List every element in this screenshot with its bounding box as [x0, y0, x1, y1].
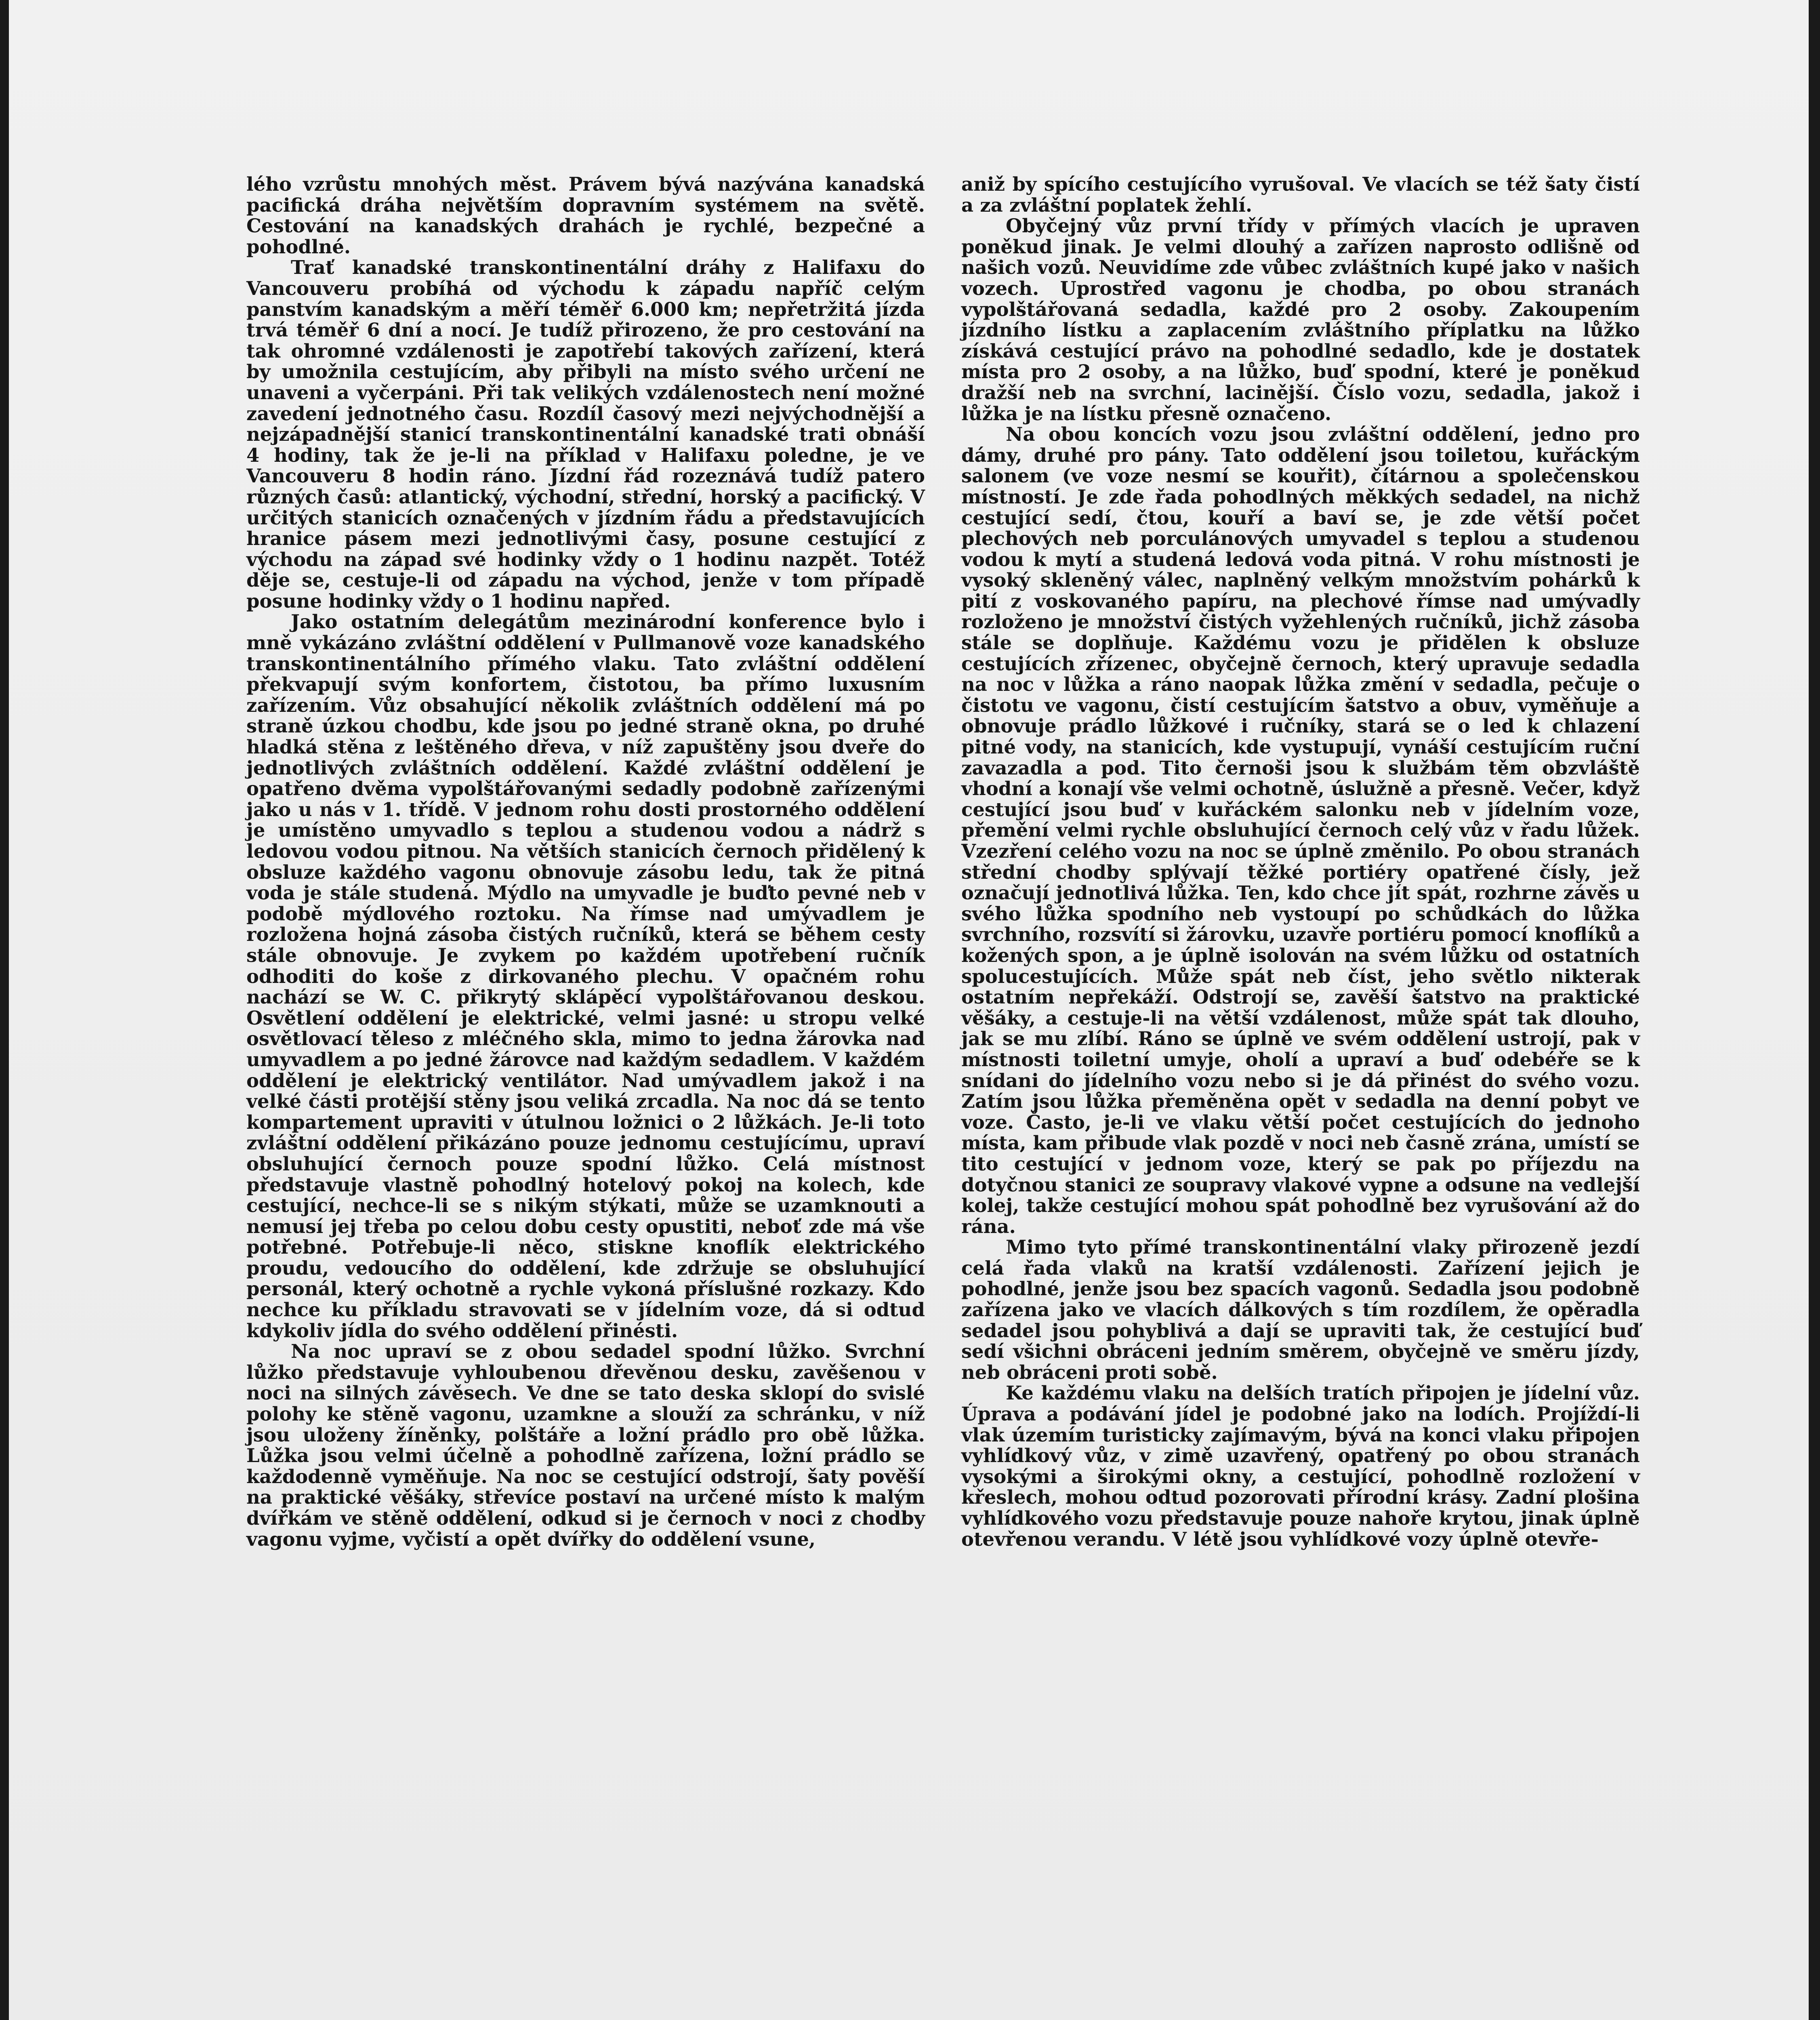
paragraph: Obyčejný vůz první třídy v přímých vlacích je upraven poněkud jinak. Je velmi dlouhý a zařízen naprosto odlišně od našich vozů. Neuvidíme zde vůbec zvláštních kupé jako v našich vozech. Uprostřed vagonu je chodba, po obou stranách vypolštářovaná sedadla, každé pro 2 osoby. Zakoupením jízdního lístku a zaplacením zvláštního příplatku na lůžko získává cestující právo na pohodlné sedadlo, kde je dostatek místa pro 2 osoby, a na lůžko, buď spodní, které je poněkud dražší neb na svrchní, lacinější. Číslo vozu, sedadla, jakož i lůžka je na lístku přesně označeno. [961, 215, 1640, 425]
right-text-column [961, 174, 1640, 1549]
left-text-column [246, 174, 925, 1549]
scan-border-right [1809, 0, 1820, 2020]
paragraph: lého vzrůstu mnohých měst. Právem bývá nazývána kanadská pacifická dráha největším dopravním systémem na světě. Cestování na kanadských drahách je rychlé, bezpečné a pohodlné. [246, 173, 925, 258]
paragraph: Ke každému vlaku na delších tratích připojen je jídelní vůz. Úprava a podávání jídel je podobné jako na lodích. Projíždí-li vlak územím turisticky zajímavým, bývá na konci vlaku připojen vyhlídkový vůz, v zimě uzavřený, opatřený po obou stranách vysokými a širokými okny, a cestující, pohodlně rozložení v křeslech, mohou odtud pozorovati přírodní krásy. Zadní plošina vyhlídkového vozu představuje pouze nahoře krytou, jinak úplně otevřenou verandu. V létě jsou vyhlídkové vozy úplně otevře- [961, 1382, 1640, 1550]
paragraph: aniž by spícího cestujícího vyrušoval. Ve vlacích se též šaty čistí a za zvláštní poplatek žehlí. [961, 173, 1640, 216]
paragraph: Mimo tyto přímé transkontinentální vlaky přirozeně jezdí celá řada vlaků na kratší vzdálenosti. Zařízení jejich je pohodlné, jenže jsou bez spacích vagonů. Sedadla jsou podobně zařízena jako ve vlacích dálkových s tím rozdílem, že opěradla sedadel jsou pohyblivá a dají se upraviti tak, že cestující buď sedí všichni obráceni jedním směrem, obyčejně ve směru jízdy, neb obráceni proti sobě. [961, 1236, 1640, 1383]
scan-border-left [0, 0, 9, 2020]
paragraph: Jako ostatním delegátům mezinárodní konference bylo i mně vykázáno zvláštní oddělení v Pullmanově voze kanadského transkontinentálního přímého vlaku. Tato zvláštní oddělení překvapují svým konfortem, čistotou, ba přímo luxusním zařízením. Vůz obsahující několik zvláštních oddělení má po straně úzkou chodbu, kde jsou po jedné straně okna, po druhé hladká stěna z leštěného dřeva, v níž zapuštěny jsou dveře do jednotlivých zvláštních oddělení. Každé zvláštní oddělení je opatřeno dvěma vypolštářovanými sedadly podobně zařízenými jako u nás v 1. třídě. V jednom rohu dosti prostorného oddělení je umístěno umyvadlo s teplou a studenou vodou a nádrž s ledovou vodou pitnou. Na větších stanicích černoch přidělený k obsluze každého vagonu obnovuje zásobu ledu, tak že pitná voda je stále studená. Mýdlo na umyvadle je buďto pevné neb v podobě mýdlového roztoku. Na římse nad umývadlem je rozložena hojná zásoba čistých ručníků, která se během cesty stále obnovuje. Je zvykem po každém upotřebení ručník odhoditi do koše z dirkovaného plechu. V opačném rohu nachází se W. C. přikrytý sklápěcí vypolštářovanou deskou. Osvětlení oddělení je elektrické, velmi jasné: u stropu velké osvětlovací těleso z mléčného skla, mimo to jedna žárovka nad umyvadlem a po jedné žárovce nad každým sedadlem. V každém oddělení je elektrický ventilátor. Nad umývadlem jakož i na velké části protější stěny jsou veliká zrcadla. Na noc dá se tento kompartement upraviti v útulnou ložnici o 2 lůžkách. Je-li toto zvláštní oddělení přikázáno pouze jednomu cestujícímu, upraví obsluhující černoch pouze spodní lůžko. Celá místnost představuje vlastně pohodlný hotelový pokoj na kolech, kde cestující, nechce-li se s nikým stýkati, může se uzamknouti a nemusí jej třeba po celou dobu cesty opustiti, neboť zde má vše potřebné. Potřebuje-li něco, stiskne knoflík elektrického proudu, vedoucího do oddělení, kde zdržuje se obsluhující personál, který ochotně a rychle vykoná příslušné rozkazy. Kdo nechce ku příkladu stravovati se v jídelním voze, dá si odtud kdykoliv jídla do svého oddělení přinésti. [246, 610, 925, 1342]
paragraph: Na noc upraví se z obou sedadel spodní lůžko. Svrchní lůžko představuje vyhloubenou dřevěnou desku, zavěšenou v noci na silných závěsech. Ve dne se tato deska sklopí do svislé polohy ke stěně vagonu, uzamkne a slouží za schránku, v níž jsou uloženy žíněnky, polštáře a ložní prádlo pro obě lůžka. Lůžka jsou velmi účelně a pohodlně zařízena, ložní prádlo se každodenně vyměňuje. Na noc se cestující odstrojí, šaty pověší na praktické věšáky, střevíce postaví na určené místo k malým dvířkám ve stěně oddělení, odkud si je černoch v noci z chodby vagonu vyjme, vyčistí a opět dvířky do oddělení vsune, [246, 1340, 925, 1550]
paragraph: Trať kanadské transkontinentální dráhy z Halifaxu do Vancouveru probíhá od východu k západu napříč celým panstvím kanadským a měří téměř 6.000 km; nepřetržitá jízda trvá téměř 6 dní a nocí. Je tudíž přirozeno, že pro cestování na tak ohromné vzdálenosti je zapotřebí takových zařízení, která by umožnila cestujícím, aby přibyli na místo svého určení ne unaveni a vyčerpáni. Při tak velikých vzdálenostech není možné zavedení jednotného času. Rozdíl časový mezi nejvýchodnější a nejzápadnější stanicí transkontinentální kanadské trati obnáší 4 hodiny, tak že je-li na příklad v Halifaxu poledne, je ve Vancouveru 8 hodin ráno. Jízdní řád rozeznává tudíž patero různých časů: atlantický, východní, střední, horský a pacifický. V určitých stanicích označených v jízdním řádu a představujících hranice pásem mezi jednotlivými časy, posune cestující z východu na západ své hodinky vždy o 1 hodinu nazpět. Totéž děje se, cestuje-li od západu na východ, jenže v tom případě posune hodinky vždy o 1 hodinu napřed. [246, 256, 925, 612]
paragraph: Na obou koncích vozu jsou zvláštní oddělení, jedno pro dámy, druhé pro pány. Tato oddělení jsou toiletou, kuřáckým salonem (ve voze nesmí se kouřit), čítárnou a společenskou místností. Je zde řada pohodlných měkkých sedadel, na nichž cestující sedí, čtou, kouří a baví se, je zde větší počet plechových neb porculánových umyvadel s teplou a studenou vodou k mytí a studená ledová voda pitná. V rohu místnosti je vysoký skleněný válec, naplněný velkým množstvím pohárků k pití z voskovaného papíru, na plechové římse nad umývadly rozloženo je množství čistých vyžehlených ručníků, jichž zásoba stále se doplňuje. Každému vozu je přidělen k obsluze cestujících zřízenec, obyčejně černoch, který upravuje sedadla na noc v lůžka a ráno naopak lůžka změní v sedadla, pečuje o čistotu ve vagonu, čistí cestujícím šatstvo a obuv, vyměňuje a obnovuje prádlo lůžkové i ručníky, stará se o led k chlazení pitné vody, na stanicích, kde vystupují, vynáší cestujícím ruční zavazadla a pod. Tito černoši jsou k službám těm obzvláště vhodní a konají vše velmi ochotně, úslužně a přesně. Večer, když cestující jsou buď v kuřáckém salonku neb v jídelním voze, přemění velmi rychle obsluhující černoch celý vůz v řadu lůžek. Vzezření celého vozu na noc se úplně změnilo. Po obou stranách střední chodby splývají těžké portiéry opatřené čísly, jež označují jednotlivá lůžka. Ten, kdo chce jít spát, rozhrne závěs u svého lůžka spodního neb vystoupí po schůdkách do lůžka svrchního, rozsvítí si žárovku, uzavře portiéru pomocí knoflíků a kožených spon, a je úplně isolován na svém lůžku od ostatních spolucestujících. Může spát neb číst, jeho světlo nikterak ostatním nepřekáží. Odstrojí se, zavěší šatstvo na praktické věšáky, a cestuje-li na větší vzdálenost, může spát tak dlouho, jak se mu zlíbí. Ráno se úplně ve svém oddělení ustrojí, pak v místnosti toiletní umyje, oholí a upraví a buď odebéře se k snídani do jídelního vozu nebo si je dá přinést do svého vozu. Zatím jsou lůžka přeměněna opět v sedadla na denní pobyt ve voze. Často, je-li ve vlaku větší počet cestujících do jednoho místa, kam přibude vlak pozdě v noci neb časně zrána, umístí se tito cestující v jednom voze, který se pak po příjezdu na dotyčnou stanici ze soupravy vlakové vypne a odsune na vedlejší kolej, takže cestující mohou spát pohodlně bez vyrušování až do rána. [961, 423, 1640, 1237]
